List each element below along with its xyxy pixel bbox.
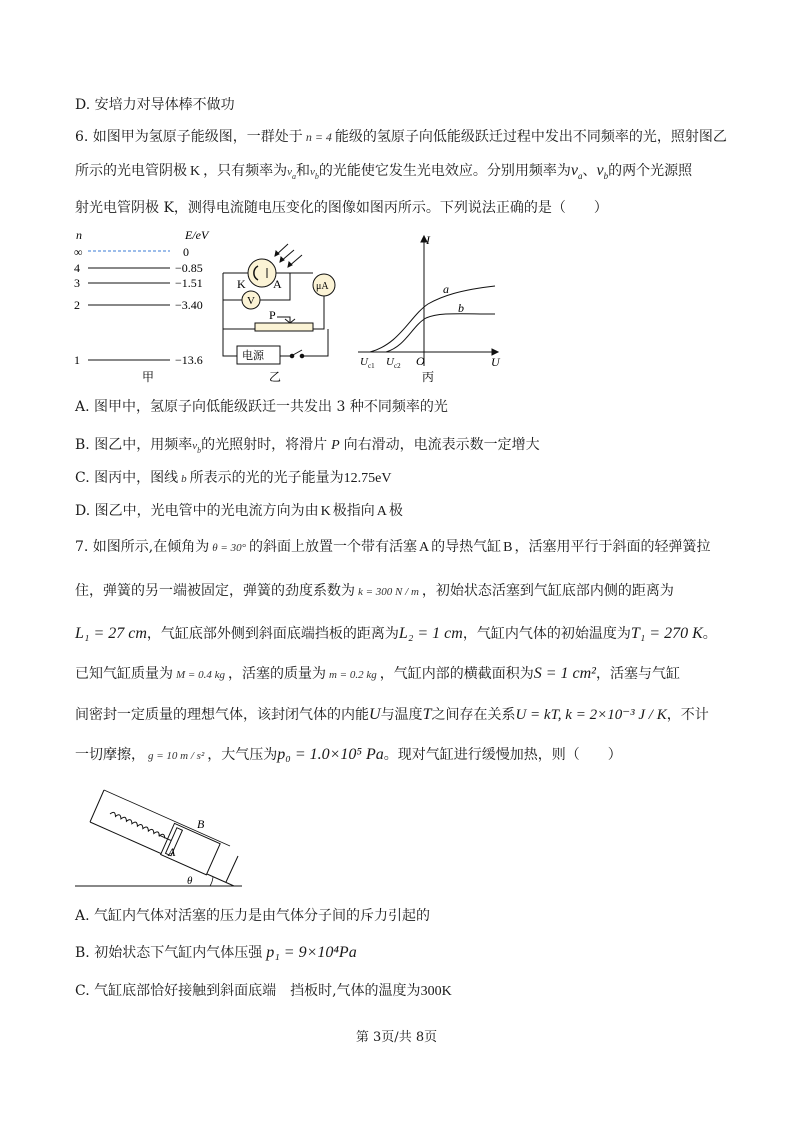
q6-line-2 (75, 161, 692, 187)
curve-label-a: a (443, 282, 449, 296)
text: ，不计 (666, 707, 709, 723)
math-p1: p₁ = 9×10⁴Pa (266, 944, 357, 961)
label-B: B (197, 817, 205, 831)
level-n: ∞ (74, 245, 83, 259)
q6-line-3: 射光电管阴极 K，测得电流随电压变化的图像如图丙所示。下列说法正确的是（ ） (75, 200, 608, 216)
q7-line-2 (75, 581, 674, 602)
math-T1: T₁ = 270 K (630, 625, 703, 642)
math-K: K (320, 504, 331, 519)
math-T: T (422, 706, 432, 723)
page-footer: 第 3页/共 8页 (355, 1030, 438, 1045)
q7-option-a: A. 气缸内气体对活塞的压力是由气体分子间的斥力引起的 (75, 908, 431, 924)
text: 所示的光电管阴极 (75, 163, 187, 179)
math-relation: U = kT, k = 2×10⁻³ J / K (515, 707, 667, 723)
text: D. 图乙中，光电管中的光电流方向为由 (75, 503, 319, 519)
photoelectric-circuit (223, 244, 335, 364)
q6-option-b (75, 435, 540, 461)
curve-label-b: b (458, 301, 464, 315)
math-B: B (503, 540, 513, 555)
q7-line-5 (75, 705, 709, 725)
math-M: M = 0.4 kg (176, 669, 225, 681)
axis-U: U (491, 355, 500, 369)
text: 与温度 (380, 707, 423, 723)
math-A: A (376, 504, 387, 519)
math-A: A (419, 540, 430, 555)
q7-line-4 (75, 664, 680, 685)
math-temp: 300K (420, 984, 452, 999)
level-n: 2 (74, 298, 80, 312)
text: 的斜面上放置一个带有活塞 (249, 539, 417, 555)
text: ，活塞与气缸 (595, 666, 680, 682)
text: C. 图丙中，图线 (75, 470, 179, 486)
text: C. 气缸底部恰好接触到斜面底端 挡板时,气体的温度为 (75, 983, 421, 999)
math-P: P (331, 438, 340, 453)
text: 的导热气缸 (431, 539, 502, 555)
q6-figures (70, 226, 510, 386)
text: B. 图乙中，用频率 (75, 437, 193, 453)
text: 6. 如图甲为氢原子能级图，一群处于 (75, 129, 303, 145)
text: 7. 如图所示,在倾角为 (75, 539, 210, 555)
q6-option-a: A. 图甲中，氢原子向低能级跃迁一共发出 3 种不同频率的光 (75, 399, 448, 415)
uc1-sub: c1 (368, 362, 375, 370)
text: 间密封一定质量的理想气体，该封闭气体的内能 (75, 707, 369, 723)
label-P: P (269, 308, 276, 322)
label-A: A (273, 277, 282, 291)
level-n: 3 (74, 276, 80, 290)
text: ，大气压为 (207, 747, 278, 763)
math-m: m = 0.2 kg (328, 669, 377, 681)
q7-line-3 (75, 624, 717, 644)
e-label: E/eV (185, 228, 209, 242)
math-p0: p₀ = 1.0×10⁵ Pa (277, 746, 384, 763)
text: ，气缸底部外侧到斜面底端挡板的距离为 (146, 626, 399, 642)
text: 极 (388, 503, 403, 519)
origin-O: O (416, 354, 425, 368)
uc2-label: U (386, 356, 394, 368)
uc2-sub: c2 (394, 362, 401, 370)
label-V: V (247, 295, 255, 307)
text: 能级的氢原子向低能级跃迁过程中发出不同频率的光，照射图乙 (334, 129, 727, 145)
n-label: n (76, 228, 82, 242)
label-A: A (168, 845, 176, 859)
math-k: k = 300 N / m (358, 586, 419, 598)
math-n4: n = 4 (305, 130, 332, 144)
cylinder-incline-figure (70, 780, 250, 892)
level-e: −0.85 (175, 261, 203, 275)
level-e: −13.6 (175, 353, 203, 367)
level-e: −1.51 (175, 276, 203, 290)
q6-option-d (75, 501, 403, 522)
uc1-label: U (360, 356, 368, 368)
level-e: −3.40 (175, 298, 203, 312)
text: 的光照射时，将滑片 (201, 437, 328, 453)
math-sub: a (292, 171, 297, 181)
text: B. 初始状态下气缸内气体压强 (75, 945, 263, 961)
text: ，气缸内部的横截面积为 (379, 666, 534, 682)
text: 住，弹簧的另一端被固定，弹簧的劲度系数为 (75, 583, 355, 599)
text: ，只有频率为 (203, 163, 288, 179)
level-e: 0 (183, 245, 189, 259)
math-sub: b (314, 171, 319, 181)
math-nu: ν (310, 166, 315, 178)
math-sub: b (603, 170, 609, 181)
q7-line-6 (75, 745, 622, 766)
math-energy: 12.75eV (343, 471, 392, 486)
text: ，气缸内气体的初始温度为 (462, 626, 631, 642)
text: 一切摩擦， (75, 747, 145, 763)
text: ，活塞的质量为 (227, 666, 326, 682)
math-L1: L₁ = 27 cm (75, 625, 147, 642)
text: 向右滑动，电流表示数一定增大 (343, 437, 540, 453)
text: 所表示的光的光子能量为 (189, 470, 344, 486)
math-K: K (190, 164, 201, 179)
energy-level-diagram (74, 228, 210, 384)
caption-bing: 丙 (422, 370, 435, 384)
q6-option-c (75, 468, 391, 489)
text: ，活塞用平行于斜面的轻弹簧拉 (514, 539, 711, 555)
math-nu: ν (596, 162, 604, 179)
level-n: 4 (74, 261, 80, 275)
label-theta: θ (187, 875, 193, 887)
option-d-prev: D. 安培力对导体棒不做功 (75, 97, 235, 113)
q7-line-1 (75, 537, 710, 558)
text: 、 (582, 163, 597, 179)
math-g: g = 10 m / s² (148, 750, 205, 762)
text: ，初始状态活塞到气缸底部内侧的距离为 (421, 583, 674, 599)
q7-option-c (75, 981, 452, 1002)
math-nu: ν (287, 166, 293, 178)
math-nu: ν (192, 440, 198, 452)
iu-graph (358, 236, 498, 366)
math-b: b (181, 473, 187, 485)
axis-I: I (426, 233, 430, 247)
label-uA: μA (316, 281, 329, 292)
text: 之间存在关系 (431, 707, 516, 723)
q7-option-b (75, 943, 357, 963)
math-sub: a (578, 170, 583, 181)
q6-line-1 (75, 127, 727, 147)
text: 的光能使它发生光电效应。分别用频率为 (318, 163, 571, 179)
text: 和 (296, 163, 311, 179)
text: 已知气缸质量为 (75, 666, 173, 682)
text: 。现对气缸进行缓慢加热，则（ ） (383, 747, 622, 763)
math-U: U (369, 706, 381, 723)
math-theta: θ = 30° (212, 542, 246, 554)
level-n: 1 (74, 353, 80, 367)
caption-jia: 甲 (142, 370, 155, 384)
math-nu: ν (570, 162, 579, 179)
text: 的两个光源照 (608, 163, 693, 179)
caption-yi: 乙 (269, 370, 282, 384)
label-source: 电源 (242, 350, 264, 362)
math-sub: b (197, 445, 202, 455)
math-S: S = 1 cm² (533, 665, 596, 682)
math-L2: L₂ = 1 cm (398, 625, 463, 642)
text: 。 (702, 626, 717, 642)
label-K: K (237, 277, 246, 291)
text: 极指向 (332, 503, 375, 519)
